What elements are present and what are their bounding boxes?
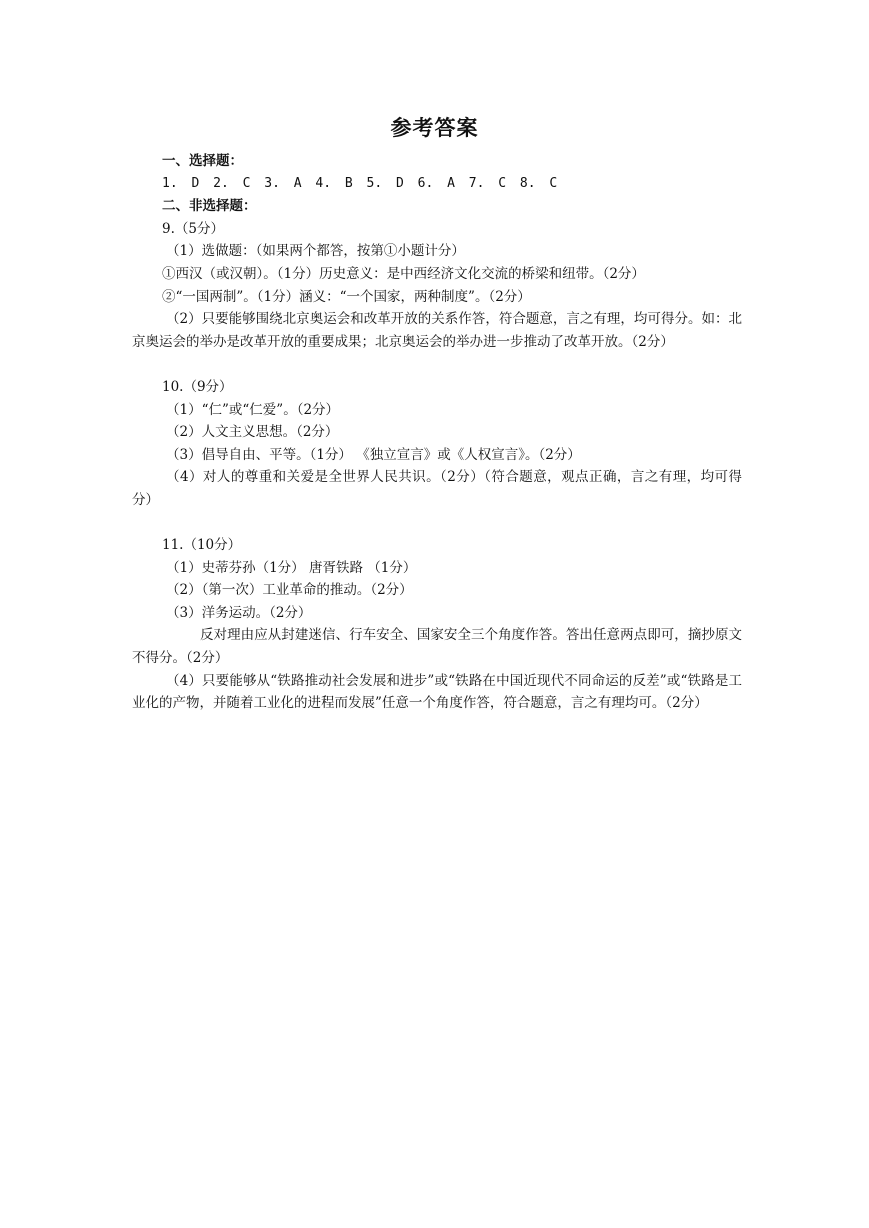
question-9-line-2: ①西汉（或汉朝）。（1分）历史意义：是中西经济文化交流的桥梁和纽带。（2分） bbox=[162, 265, 645, 282]
answer-content bbox=[132, 150, 742, 715]
question-11-line-1: （1）史蒂芬孙（1分） 唐胥铁路 （1分） bbox=[166, 559, 417, 576]
spacer bbox=[132, 512, 742, 535]
question-11-line-3: （3）洋务运动。（2分） bbox=[166, 604, 312, 621]
question-11-line-5: （4）只要能够从“铁路推动社会发展和进步”或“铁路在中国近现代不同命运的反差”或“铁路是工业化的产物，并随着工业化的进程而发展”任意一个角度作答，符合题意，言之有理均可。（2分） bbox=[132, 672, 742, 712]
question-9-header: 9.（5分） bbox=[162, 220, 224, 237]
question-11-header: 11.（10分） bbox=[162, 537, 242, 554]
section-heading-multiple-choice: 一、选择题： bbox=[162, 153, 243, 169]
multiple-choice-answers: 1. D 2. C 3. A 4. B 5. D 6. A 7. C 8. C bbox=[162, 175, 558, 191]
section-heading-non-choice: 二、非选择题： bbox=[162, 198, 257, 215]
question-11-line-2: （2）（第一次）工业革命的推动。（2分） bbox=[166, 582, 413, 599]
page-title: 参考答案 bbox=[390, 115, 479, 140]
spacer bbox=[132, 353, 742, 376]
question-11-line-4: 反对理由应从封建迷信、行车安全、国家安全三个角度作答。答出任意两点即可，摘抄原文不得分。（2分） bbox=[132, 627, 742, 667]
question-10-header: 10.（9分） bbox=[162, 378, 233, 395]
question-10-line-1: （1）“仁”或“仁爱”。（2分） bbox=[166, 401, 340, 418]
question-9-line-4: （2）只要能够围绕北京奥运会和改革开放的关系作答，符合题意，言之有理，均可得分。如：北京奥运会的举办是改革开放的重要成果；北京奥运会的举办进一步推动了改革开放。（2分） bbox=[132, 311, 742, 350]
question-10-line-2: （2）人文主义思想。（2分） bbox=[166, 424, 339, 441]
question-9-line-3: ②“一国两制”。（1分）涵义：“一个国家，两种制度”。（2分） bbox=[162, 288, 531, 305]
question-10-line-4: （4）对人的尊重和关爱是全世界人民共识。（2分）（符合题意，观点正确，言之有理，均可得分） bbox=[132, 469, 742, 508]
question-10-line-3: （3）倡导自由、平等。（1分） 《独立宣言》或《人权宣言》。（2分） bbox=[166, 446, 581, 463]
question-9-line-1: （1）选做题：（如果两个都答，按第①小题计分） bbox=[166, 243, 465, 260]
